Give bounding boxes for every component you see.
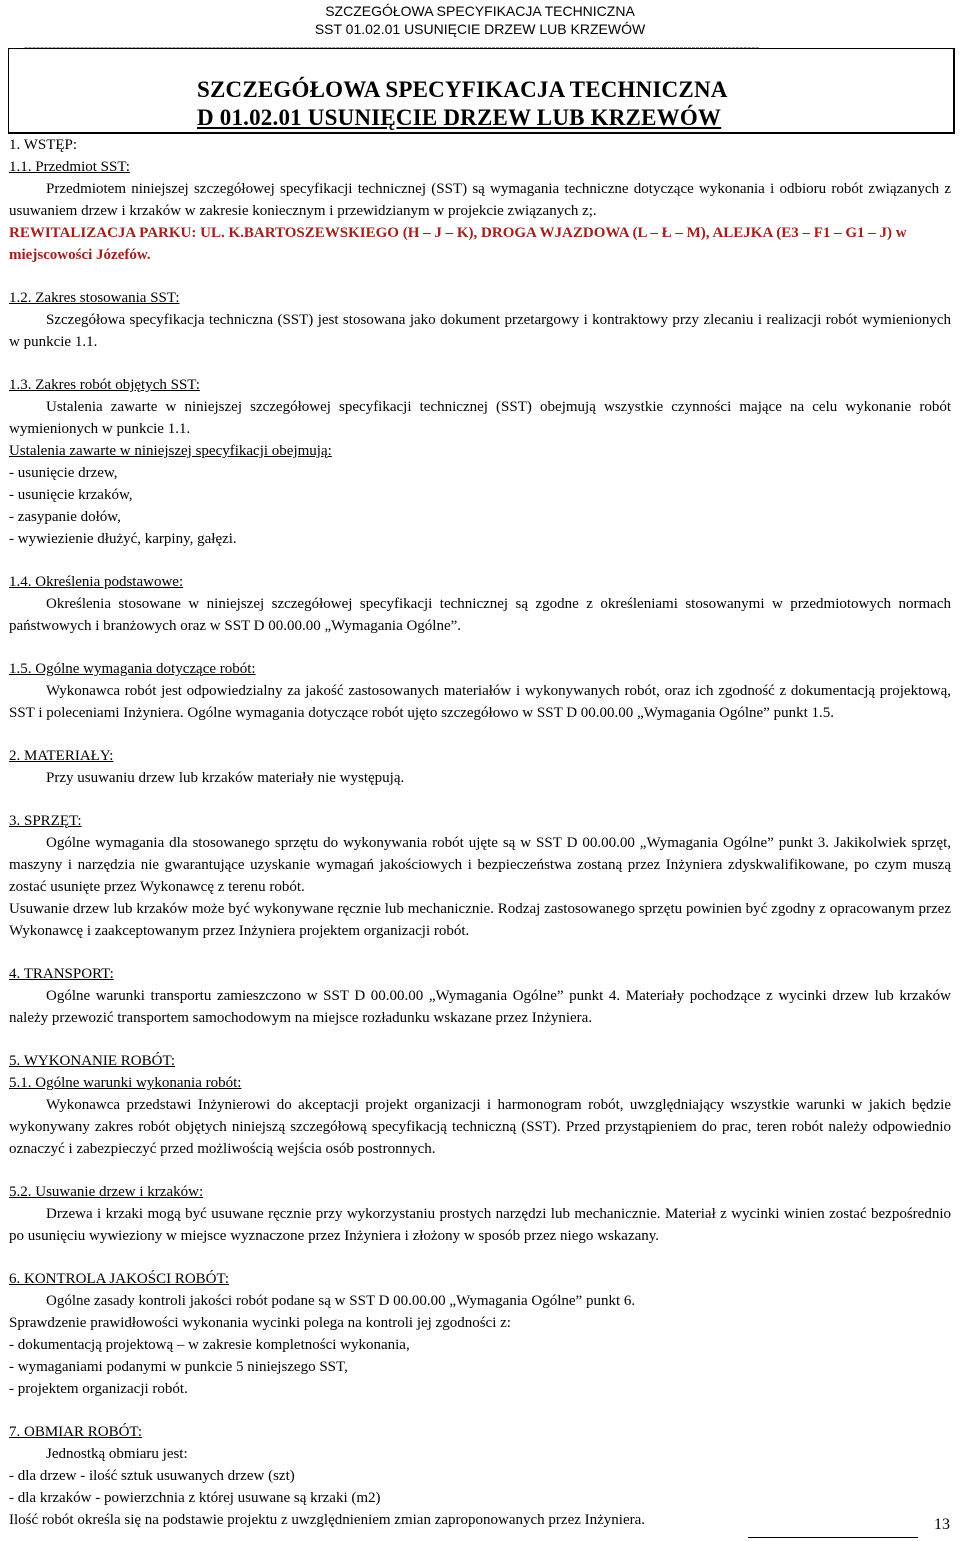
section-5-1-text: Wykonawca przedstawi Inżynierowi do akceptacji projekt organizacji i harmonogram robót, uwzględniający wszystkie warunki w jakich będzie wykonywany zakres robót objętych niniejszą szczegółową specyfikacją techniczną (SST). Przed przystąpieniem do prac, teren robót należy odpowiednio oznaczyć i zabezpieczyć przed możliwością wejścia osób postronnych. [9,1097,951,1157]
section-4-heading: 4. TRANSPORT: [9,966,114,982]
section-2-heading: 2. MATERIAŁY: [9,748,114,764]
list-item: - dla krzaków - powierzchnia z której usuwane są krzaki (m2) [9,1490,381,1506]
section-5-heading: 5. WYKONANIE ROBÓT: [9,1053,176,1069]
section-2-text: Przy usuwaniu drzew lub krzaków materiały nie występują. [46,770,405,786]
section-1-2-text: Szczegółowa specyfikacja techniczna (SST) jest stosowana jako dokument przetargowy i kontraktowy przy zlecaniu i realizacji robót wymienionych w punkcie 1.1. [9,312,951,350]
title-box [8,48,955,134]
list-item: - usunięcie krzaków, [9,487,133,503]
section-3-heading: 3. SPRZĘT: [9,813,82,829]
list-item: - dla drzew - ilość sztuk usuwanych drzew (szt) [9,1468,295,1484]
section-1-2-heading: 1.2. Zakres stosowania SST: [9,290,180,306]
section-3-text-1: Ogólne wymagania dla stosowanego sprzętu do wykonywania robót ujęte są w SST D 00.00.00 „Wymagania Ogólne” punkt 3. Jakikolwiek sprzęt, maszyny i narzędzia nie gwarantujące uzyskanie wymagań jakościowych i bezpieczeństwa zostaną przez Inżyniera zdyskwalifikowane, po czym muszą zostać usunięte przez Wykonawcę z terenu robót. [9,835,951,895]
list-item: - usunięcie drzew, [9,465,118,481]
list-item: - projektem organizacji robót. [9,1381,188,1397]
section-4-text: Ogólne warunki transportu zamieszczono w SST D 00.00.00 „Wymagania Ogólne” punkt 4. Materiały pochodzące z wycinki drzew lub krzaków należy przewozić transportem samochodowym na miejsce rozładunku wskazane przez Inżyniera. [9,988,951,1026]
section-1-heading: 1. WSTĘP: [9,137,78,153]
section-1-3-heading: 1.3. Zakres robót objętych SST: [9,377,200,393]
document-title: SZCZEGÓŁOWA SPECYFIKACJA TECHNICZNA [197,77,728,102]
running-header [0,0,960,38]
section-1-1-heading: 1.1. Przedmiot SST: [9,159,130,175]
section-1-3-list-heading: Ustalenia zawarte w niniejszej specyfikacji obejmują: [9,443,332,459]
section-1-5-text: Wykonawca robót jest odpowiedzialny za jakość zastosowanych materiałów i wykonywanych robót, oraz ich zgodność z dokumentacją projektową, SST i poleceniami Inżyniera. Ogólne wymagania dotyczące robót ujęto szczegółowo w SST D 00.00.00 „Wymagania Ogólne” punkt 1.5. [9,683,951,721]
list-item: - zasypanie dołów, [9,509,121,525]
header-separator: ---------------------------------------------------------------------------------------------------------------------------------------------------------------------------------------- [24,40,760,54]
section-1-3-text: Ustalenia zawarte w niniejszej szczegółowej specyfikacji technicznej (SST) obejmują wszystkie czynności mające na celu wykonanie robót wymienionych w punkcie 1.1. [9,399,951,437]
list-item: - wymaganiami podanymi w punkcie 5 niniejszego SST, [9,1359,348,1375]
section-1-4-text: Określenia stosowane w niniejszej szczegółowej specyfikacji technicznej są zgodne z określeniami stosowanymi w przedmiotowych normach państwowych i branżowych oraz w SST D 00.00.00 „Wymagania Ogólne”. [9,596,951,634]
page-number: 13 [934,1516,950,1533]
section-6-text-1: Ogólne zasady kontroli jakości robót podane są w SST D 00.00.00 „Wymagania Ogólne” punkt 6. [46,1293,636,1309]
section-7-list [9,1465,951,1509]
section-6-text-2: Sprawdzenie prawidłowości wykonania wycinki polega na kontroli jej zgodności z: [9,1315,511,1331]
section-6-heading: 6. KONTROLA JAKOŚCI ROBÓT: [9,1271,230,1287]
list-item: - dokumentacją projektową – w zakresie kompletności wykonania, [9,1337,410,1353]
section-5-2-text: Drzewa i krzaki mogą być usuwane ręcznie przy wykorzystaniu prostych narzędzi lub mechanicznie. Materiał z wycinki winien zostać bezpośrednio po usunięciu wywieziony w miejsce wyznaczone przez Inżyniera i złożony w sposób przez niego wskazany. [9,1206,951,1244]
section-7-text-2: Ilość robót określa się na podstawie projektu z uwzględnieniem zmian zaproponowanych przez Inżyniera. [9,1512,646,1528]
section-7-heading: 7. OBMIAR ROBÓT: [9,1424,143,1440]
footer-rule [748,1537,918,1538]
project-name: REWITALIZACJA PARKU: UL. K.BARTOSZEWSKIEGO (H – J – K), DROGA WJAZDOWA (L – Ł – M), ALEJKA (E3 – F1 – G1 – J) w miejscowości Józefów. [9,225,907,263]
section-1-3-list [9,462,951,550]
running-header-line1: SZCZEGÓŁOWA SPECYFIKACJA TECHNICZNA [325,3,635,19]
running-header-line2: SST 01.02.01 USUNIĘCIE DRZEW LUB KRZEWÓW [314,21,646,37]
section-5-1-heading: 5.1. Ogólne warunki wykonania robót: [9,1075,242,1091]
section-1-5-heading: 1.5. Ogólne wymagania dotyczące robót: [9,661,256,677]
section-1-1-text: Przedmiotem niniejszej szczegółowej specyfikacji technicznej (SST) są wymagania techniczne dotyczące wykonania i odbioru robót związanych z usuwaniem drzew i krzaków w zakresie koniecznym i przewidzianym w projekcie związanych z;. [9,181,951,219]
section-1-4-heading: 1.4. Określenia podstawowe: [9,574,184,590]
section-7-text-1: Jednostką obmiaru jest: [46,1446,188,1462]
list-item: - wywiezienie dłużyć, karpiny, gałęzi. [9,531,237,547]
section-6-list [9,1334,951,1400]
document-subtitle: D 01.02.01 USUNIĘCIE DRZEW LUB KRZEWÓW [197,105,722,130]
section-3-text-2: Usuwanie drzew lub krzaków może być wykonywane ręcznie lub mechanicznie. Rodzaj zastosowanego sprzętu powinien być zgodny z opracowanym przez Wykonawcę i zaakceptowanym przez Inżyniera projektem organizacji robót. [9,901,951,939]
document-body [9,134,951,1531]
section-5-2-heading: 5.2. Usuwanie drzew i krzaków: [9,1184,204,1200]
